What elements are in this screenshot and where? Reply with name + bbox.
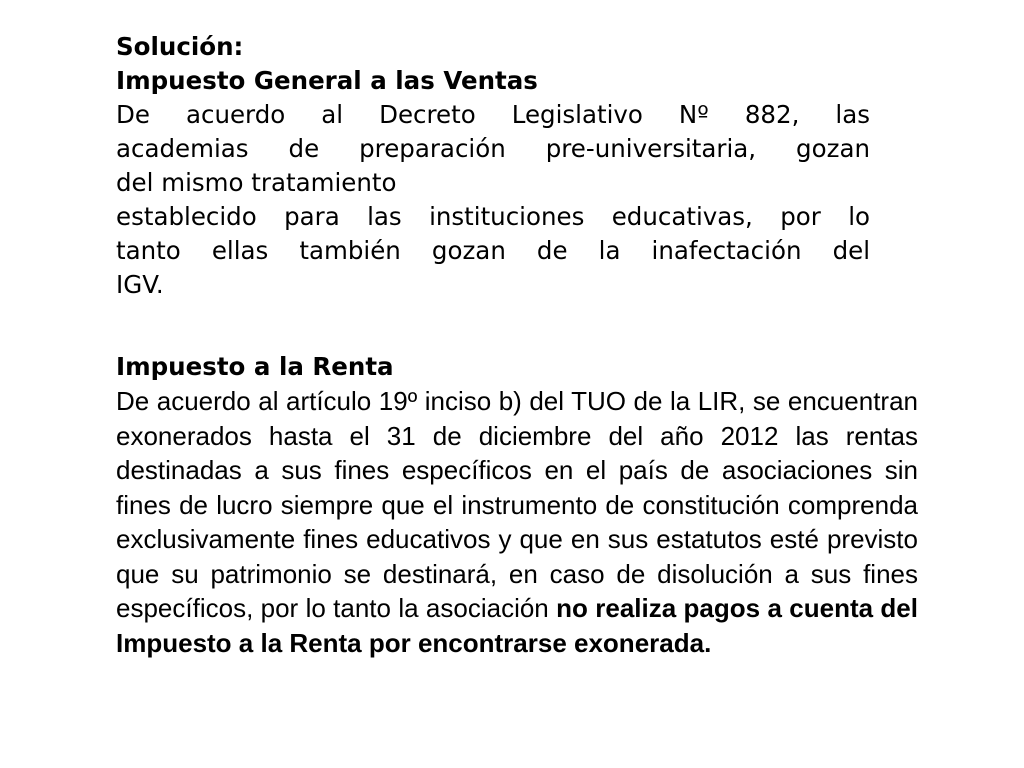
igv-line: establecido para las instituciones educativas, por lo — [116, 202, 870, 231]
igv-line: academias de preparación pre-universitaria, gozan — [116, 134, 870, 163]
renta-body-bold: no realiza pagos a cuenta del Impuesto a la Renta por encontrarse exonerada. — [116, 593, 918, 658]
renta-heading: Impuesto a la Renta — [116, 352, 394, 381]
solution-label: Solución: — [116, 32, 244, 61]
section-igv — [116, 30, 870, 302]
renta-paragraph — [116, 384, 918, 660]
igv-line: IGV. — [116, 270, 164, 299]
renta-body-text: De acuerdo al artículo 19º inciso b) del TUO de la LIR, se encuentran exonerados hasta el 31 de diciembre del año 2012 las rentas destinadas a sus fines específicos en el país de asociaciones sin fines de lucro siempre que el instrumento de constitución comprenda exclusivamente fines educativos y que en sus estatutos esté previsto que su patrimonio se destinará, en caso de disolución a sus fines específicos, por lo tanto la asociación — [116, 386, 918, 623]
igv-line: De acuerdo al Decreto Legislativo Nº 882, las — [116, 100, 870, 129]
igv-line: tanto ellas también gozan de la inafectación del — [116, 236, 870, 265]
igv-heading: Impuesto General a las Ventas — [116, 66, 538, 95]
igv-paragraph — [116, 98, 870, 302]
igv-line: del mismo tratamiento — [116, 168, 397, 197]
